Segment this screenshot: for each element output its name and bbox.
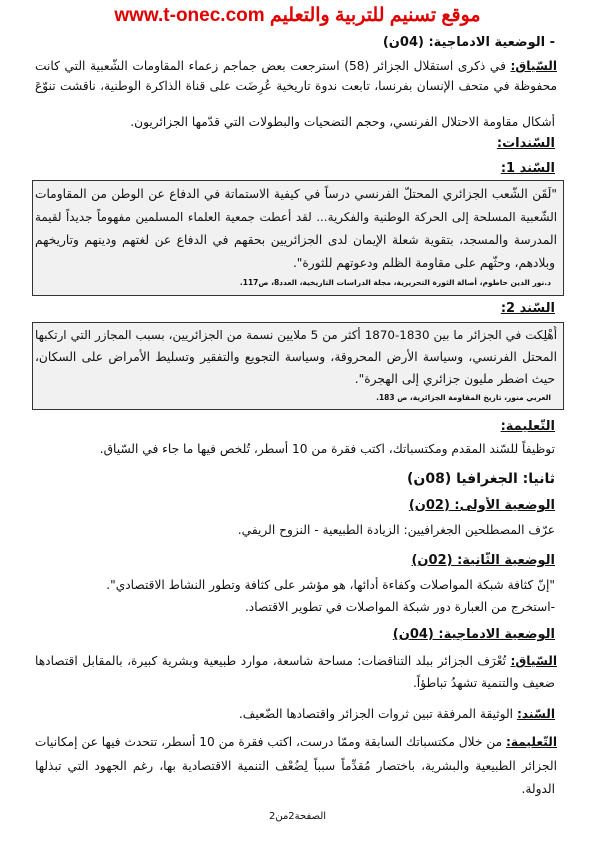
geo-context-label: السّياق: <box>510 654 557 668</box>
geo-instruction-label: التّعليمة: <box>506 735 557 749</box>
geo-instruction-line-1: التّعليمة: من خلال مكتسباتك السابقة وممّا درست، اكتب فقرة من 10 أسطر، تتحدث فيها عن إمكانيات <box>35 735 557 749</box>
document-1-line-4: وبلادهم، وحثّهم على مقاومة الظلم ودعوتهم للثورة". <box>292 256 555 270</box>
document-1-line-1: "لَقَن الشّعب الجزائري المحتلّ الفرنسي درساً في كيفية الاستماتة في الدفاع عن الوطن من المقاومات <box>35 187 557 201</box>
document-1-citation: د.نور الدين حاطوم، أصالة الثورة التحريرية، مجلة الدراسات التاريخية، العدد8، ص117. <box>239 278 551 287</box>
geo-situation-1-text: عرّف المصطلحين الجغرافيين: الزيادة الطبيعية - النزوح الريفي. <box>237 523 555 537</box>
geo-situation-2-quote: "إنّ كثافة شبكة المواصلات وكفاءة أدائها، هو مؤشر على كثافة وتطور النشاط الاقتصادي". <box>106 578 555 592</box>
history-instruction-text: توظيفاً للسّند المقدم ومكتسباتك، اكتب فقرة من 10 أسطر، تُلخص فيها ما جاء في السّياق. <box>99 442 555 456</box>
document-1-line-2: الشّعبية المسلحة إلى الحركة الوطنية والفكرية... لقد أعطت جمعية العلماء المسلمين مفهوماً جديداً لقيمة <box>35 210 557 224</box>
history-context-line-1: السّياق: في ذكرى استقلال الجزائر (58) استرجعت بعض جماجم زعماء المقاومات الشّعبية التي كانت <box>35 59 557 73</box>
document-2-line-3: حيث اضطر مليون جزائري إلى الهجرة". <box>354 372 555 386</box>
history-context-line-3: أشكال مقاومة الاحتلال الفرنسي، وحجم التضحيات والبطولات التي قدّمها الجزائريون. <box>130 115 555 129</box>
context-label: السّياق: <box>510 59 557 73</box>
geo-instruction-line-3: الدولة. <box>521 782 555 796</box>
geo-situation-2-task: -استخرج من العبارة دور شبكة المواصلات في تطوير الاقتصاد. <box>244 600 555 614</box>
geo-document-label: السّند: <box>516 707 555 721</box>
geo-document-line: السّند: الوثيقة المرفقة تبين ثروات الجزائر واقتصادها الضّعيف. <box>238 707 555 721</box>
history-integration-title: - الوضعية الادماجية: (04ن) <box>382 35 555 50</box>
history-instruction-label: التّعليمة: <box>500 419 555 434</box>
geo-context-line-2: ضعيف والتنمية تشهدُ تباطؤاً. <box>412 676 555 690</box>
document-2-citation: العربي منور، تاريخ المقاومة الجزائرية، ص 183. <box>376 393 551 402</box>
documents-label: السّندات: <box>496 136 555 151</box>
page-number: الصفحة2من2 <box>268 811 327 822</box>
geo-context-line-1: السّياق: تُعْرَف الجزائر ببلد التناقضات: مساحة شاسعة، موارد طبيعية وبشرية كبيرة، بالمقابل اقتصادها <box>35 654 557 668</box>
geo-situation-2-title: الوضعية الثّانية: (02ن) <box>411 553 555 568</box>
site-header[interactable]: www.t-onec.com موقع تسنيم للتربية والتعليم <box>114 5 481 26</box>
document-2-label: السّند 2: <box>500 301 555 316</box>
geo-situation-1-title: الوضعية الأولى: (02ن) <box>408 498 555 513</box>
geo-integration-title: الوضعية الادماجية: (04ن) <box>392 627 555 642</box>
document-2-line-2: المحتل الفرنسي، وسياسة الأرض المحروقة، وسياسة التجويع والتفقير وتسليط الأمراض على السكان، <box>35 350 557 364</box>
geography-section-title: ثانيا: الجغرافيا (08ن) <box>406 471 555 487</box>
history-context-line-2: محفوظة في متحف الإنسان بفرنسا، تابعت ندوة تاريخية عُرِضَت على قناة الذاكرة الوطنية، ناقشت تنوّعَ <box>35 79 557 93</box>
document-1-label: السّند 1: <box>500 161 555 176</box>
document-1-line-3: المدرسة والمسجد، بتقوية شعلة الإيمان لدى الجزائريين بحقهم في الدفاع عن لغتهم ودينهم وتاريخهم <box>35 233 557 247</box>
geo-instruction-line-2: الجزائر الطبيعية والبشرية، باختصار مُقدِّماً سبباً لِضُعْف التنمية الاقتصادية بها، رغم الجهود التي تبذلها <box>35 759 557 773</box>
document-2-line-1: أُهْلِكت في الجزائر ما بين 1830-1870 أكثر من 5 ملايين نسمة من الجزائريين، بسبب المجازر التي ارتكبها <box>35 328 557 342</box>
